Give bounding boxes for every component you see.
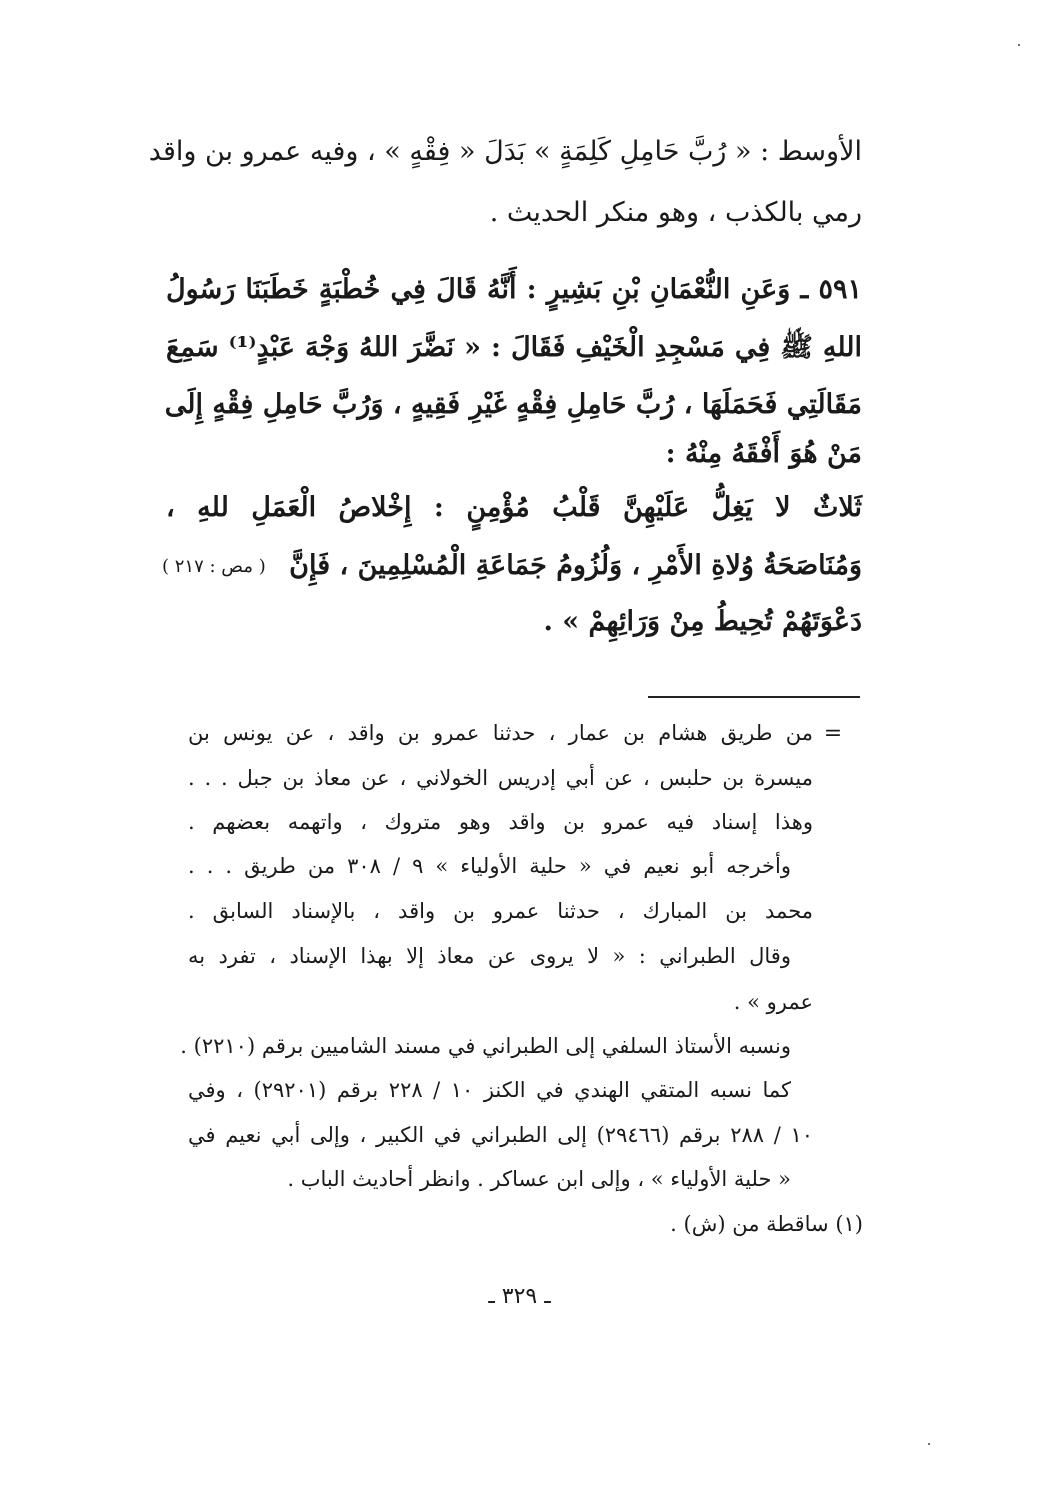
footnote-line-11: « حلية الأولياء » ، وإلى ابن عساكر . وانظر أحاديث الباب . [287,1167,791,1191]
footnote-line-8: ونسبه الأستاذ السلفي إلى الطبراني في مسند الشاميين برقم (٢٢١٠) . [180,1034,791,1058]
footnote-1: (١) ساقطة من (ش) . [670,1212,863,1236]
footnote-line-2: ميسرة بن حلبس ، عن أبي إدريس الخولاني ، عن معاذ بن جبل . . . [188,766,813,790]
page-reference: ( مص : ٢١٧ ) [162,556,266,577]
footnote-line-7: عمرو » . [733,990,813,1014]
paragraph-1-line-1: الأوسط : « رُبَّ حَامِلِ كَلِمَةٍ » بَدَلَ « فِقْهٍ » ، وفيه عمرو بن واقد [148,136,862,167]
paragraph-1-line-2: رمي بالكذب ، وهو منكر الحديث . [489,197,862,228]
footnote-divider [648,696,860,698]
hadith-line-7: دَعْوَتَهُمْ تُحِيطُ مِنْ وَرَائِهِمْ » . [543,606,862,637]
footnote-line-10: ١٠ / ٢٨٨ برقم (٢٩٤٦٦) إلى الطبراني في الكبير ، وإلى أبي نعيم في [188,1123,814,1147]
scan-speck [1018,44,1020,46]
footnote-line-9: كما نسبه المتقي الهندي في الكنز ١٠ / ٢٢٨ برقم (٢٩٢٠١) ، وفي [188,1078,791,1102]
page-number: ـ ٣٢٩ ـ [488,1284,551,1309]
hadith-line-6-container [166,546,862,586]
footnote-continuation-marker: = [823,721,843,746]
footnote-line-3: وهذا إسناد فيه عمرو بن واقد وهو متروك ، واتهمه بعضهم . [188,810,813,834]
footnote-line-5: محمد بن المبارك ، حدثنا عمرو بن واقد ، بالإسناد السابق . [188,899,813,923]
footnote-line-1: من طريق هشام بن عمار ، حدثنا عمرو بن واقد ، عن يونس بن [188,721,813,745]
hadith-line-1: ٥٩١ ـ وَعَنِ النُّعْمَانِ بْنِ بَشِيرٍ : أَنَّهُ قَالَ فِي خُطْبَةٍ خَطَبَنَا رَسُولُ [166,274,862,305]
hadith-line-4: مَنْ هُوَ أَفْقَهُ مِنْهُ : [665,438,862,469]
hadith-line-6: وَمُنَاصَحَةُ وُلاةِ الأَمْرِ ، وَلُزُومُ جَمَاعَةِ الْمُسْلِمِينَ ، فَإِنَّ [289,550,862,581]
footnote-line-4: وأخرجه أبو نعيم في « حلية الأولياء » ٩ / ٣٠٨ من طريق . . . [188,854,792,878]
hadith-line-3: مَقَالَتِي فَحَمَلَهَا ، رُبَّ حَامِلِ فِقْهٍ غَيْرِ فَقِيهٍ ، وَرُبَّ حَامِلِ فِقْهٍ إِلَى [164,389,862,420]
hadith-line-5: ثَلاثٌ لا يَغِلُّ عَلَيْهِنَّ قَلْبُ مُؤْمِنٍ : إِخْلاصُ الْعَمَلِ للهِ ، [166,492,862,523]
scan-speck [928,1443,930,1445]
footnote-line-6: وقال الطبراني : « لا يروى عن معاذ إلا بهذا الإسناد ، تفرد به [188,944,791,968]
hadith-line-2: اللهِ ﷺ فِي مَسْجِدِ الْخَيْفِ فَقَالَ : « نَضَّرَ اللهُ وَجْهَ عَبْدٍ⁽¹⁾ سَمِعَ [166,332,862,363]
